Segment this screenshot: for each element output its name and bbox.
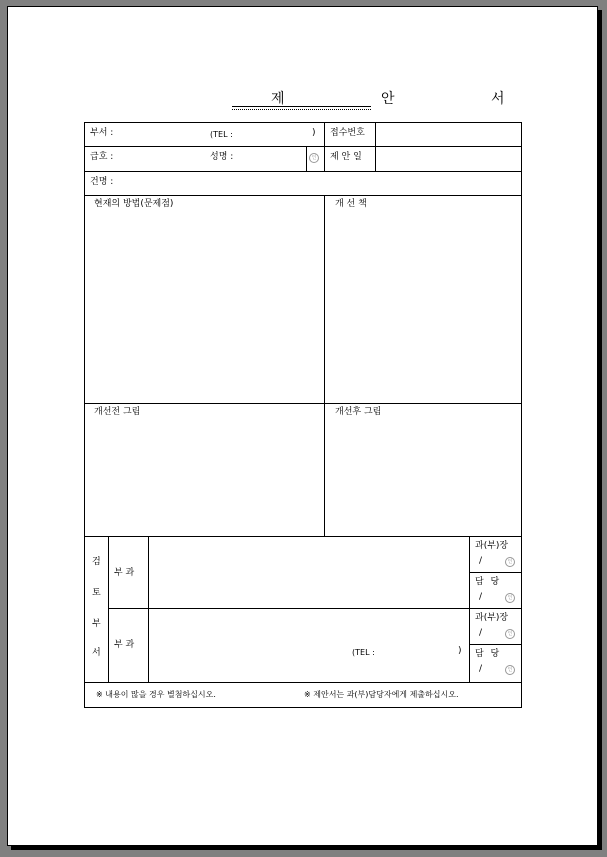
chief-label-2: 과(부)장 [475,613,509,623]
review-tel-close: ) [458,646,462,656]
proposal-date-label: 제 안 일 [330,152,362,162]
review-col-divider-3 [469,536,470,682]
chief-slash-2: / [479,628,483,638]
chief-slash-1: / [479,556,483,566]
row-divider-3 [84,195,522,196]
content-col-divider [324,195,325,536]
review-dept-2: 부 과 [114,640,135,650]
seal-icon: 인 [505,593,515,603]
review-mid-divider [108,608,522,609]
dept-label: 부서 : [90,128,114,138]
review-col-divider-1 [108,536,109,682]
seal-icon: 인 [505,629,515,639]
staff-label-1: 담 당 [475,577,500,587]
seal-cell-divider [306,146,307,171]
review-dept-1: 부 과 [114,568,135,578]
review-vertical-3: 부 [92,619,101,629]
seal-icon: 인 [505,557,515,567]
staff-slash-1: / [479,592,483,602]
name-label: 성명 : [210,152,234,162]
tel-open: (TEL : [210,130,233,139]
title-underline [232,106,371,107]
receipt-no-label: 접수번호 [330,128,365,138]
footer-note-right: ※ 제안서는 과(부)담당자에게 제출하십시오. [304,690,459,699]
review-row-divider [84,536,522,537]
current-method-label: 현재의 방법(문제점) [94,199,174,209]
title-underline-dotted [232,109,371,110]
review-tel-open: (TEL : [352,648,375,657]
chief-label-1: 과(부)장 [475,541,509,551]
picture-row-divider [84,403,522,404]
row-divider-1 [84,146,522,147]
footer-divider [84,682,522,683]
approval-divider-1 [469,572,522,573]
review-vertical-1: 검 [92,557,101,567]
seal-icon: 인 [505,665,515,675]
header-col-divider [324,122,325,171]
approval-divider-2 [469,644,522,645]
before-picture-label: 개선전 그림 [94,407,141,417]
table-border-right [521,122,522,708]
after-picture-label: 개선후 그림 [335,407,382,417]
rank-label: 급호 : [90,152,114,162]
header-col-divider-2 [375,122,376,171]
table-border-left [84,122,85,708]
review-col-divider-2 [148,536,149,682]
review-vertical-4: 서 [92,648,101,658]
document-title: 제 안 서 [271,91,551,107]
review-vertical-2: 토 [92,588,101,598]
row-divider-2 [84,171,522,172]
footer-note-left: ※ 내용이 많을 경우 별첨하십시오. [96,690,216,699]
tel-close: ) [312,128,316,138]
subject-label: 건명 : [90,177,114,187]
table-border-top [84,122,522,123]
seal-icon: 인 [309,153,319,163]
improvement-plan-label: 개 선 책 [335,199,367,209]
table-border-bottom [84,707,522,708]
staff-label-2: 담 당 [475,649,500,659]
staff-slash-2: / [479,664,483,674]
